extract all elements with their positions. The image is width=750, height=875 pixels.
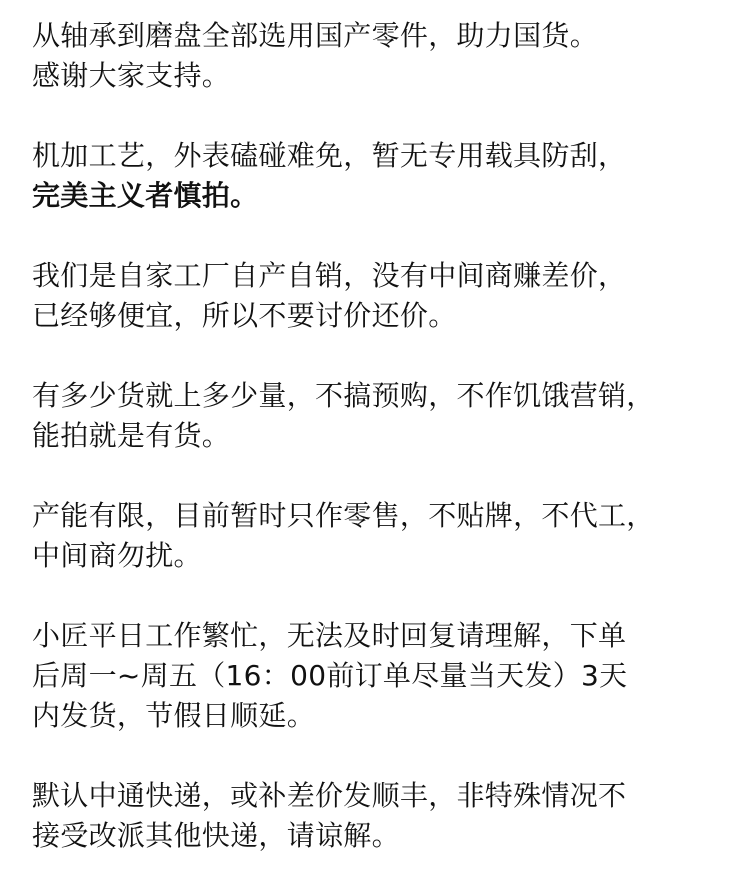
text-line: 产能有限，目前暂时只作零售，不贴牌，不代工， — [32, 499, 655, 532]
text-line: 感谢大家支持。 — [32, 59, 231, 92]
text-line: 机加工艺，外表磕碰难免，暂无专用载具防刮， — [32, 139, 627, 172]
paragraph-retail-only — [32, 496, 732, 576]
text-line: 内发货，节假日顺延。 — [32, 699, 316, 732]
text-line: 我们是自家工厂自产自销，没有中间商赚差价， — [32, 259, 627, 292]
text-line: 后周一~周五（16：00前订单尽量当天发）3天 — [32, 659, 628, 692]
text-line: 能拍就是有货。 — [32, 419, 231, 452]
text-line: 已经够便宜，所以不要讨价还价。 — [32, 299, 457, 332]
paragraph-factory-direct — [32, 256, 732, 336]
paragraph-stock-policy — [32, 376, 732, 456]
text-line: 有多少货就上多少量，不搞预购，不作饥饿营销， — [32, 379, 655, 412]
text-line: 接受改派其他快递，请谅解。 — [32, 819, 400, 852]
paragraph-courier — [32, 776, 732, 856]
text-line: 小匠平日工作繁忙，无法及时回复请理解，下单 — [32, 619, 627, 652]
shop-notice — [32, 16, 732, 856]
text-line: 从轴承到磨盘全部选用国产零件，助力国货。 — [32, 19, 599, 52]
text-line: 中间商勿扰。 — [32, 539, 202, 572]
paragraph-shipping-time — [32, 616, 732, 736]
perfectionist-warning: 完美主义者慎拍。 — [32, 179, 259, 212]
paragraph-machining-scratches — [32, 136, 732, 216]
paragraph-domestic-parts — [32, 16, 732, 96]
text-line: 默认中通快递，或补差价发顺丰，非特殊情况不 — [32, 779, 627, 812]
